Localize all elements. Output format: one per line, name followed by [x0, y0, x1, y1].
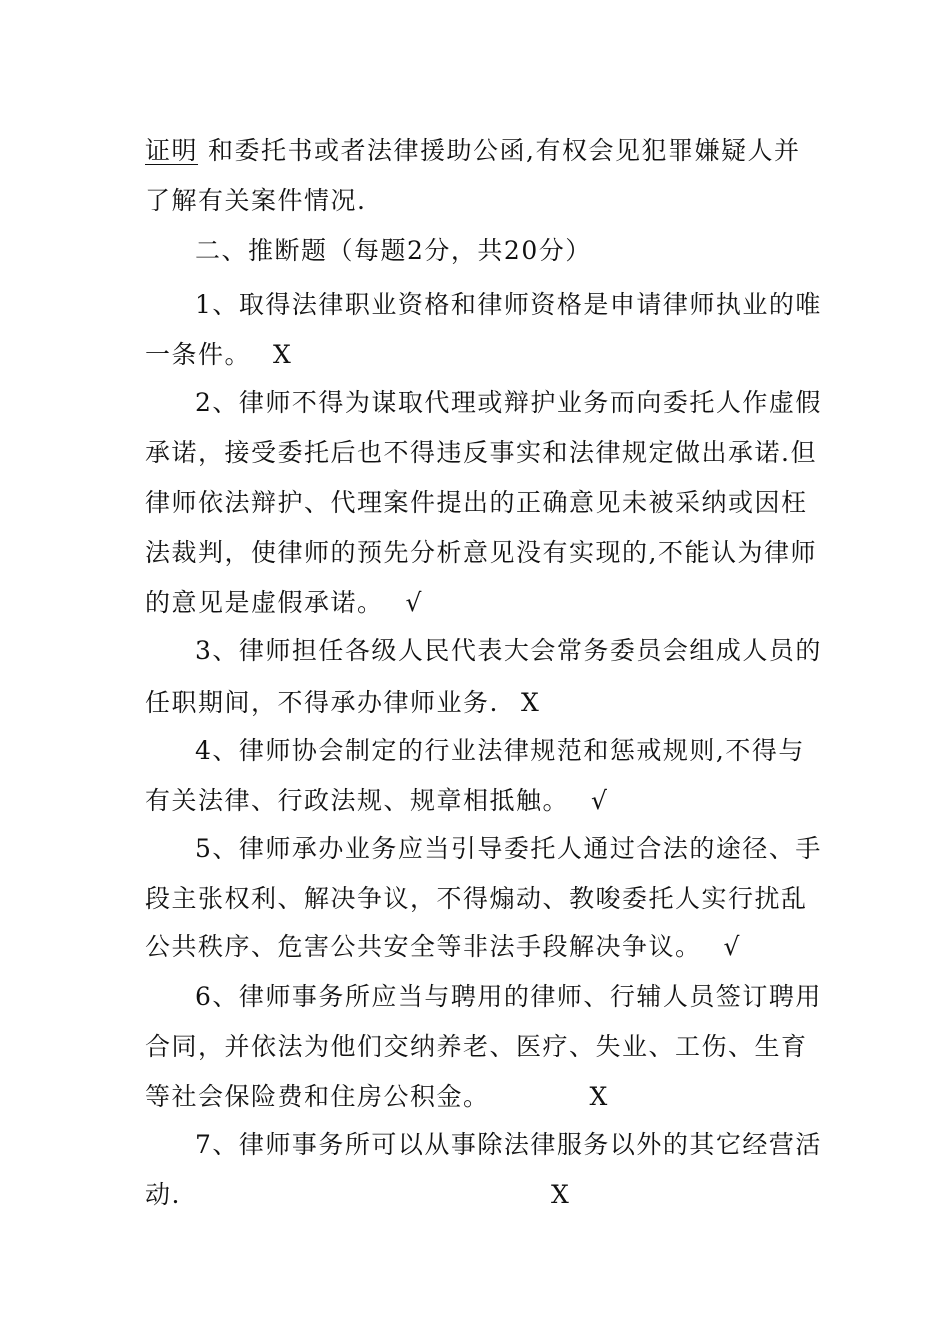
answer-mark: X: [550, 1180, 571, 1209]
text-segment: 和委托书或者法律援助公函,有权会见犯罪嫌疑人并: [208, 136, 801, 165]
answer-mark: √: [591, 786, 609, 815]
question-5-line-2: 段主张权利、解决争议，不得煽动、教唆委托人实行扰乱: [145, 884, 808, 913]
text-segment: 的意见是虚假承诺。: [145, 588, 384, 617]
question-6-line-2: 合同，并依法为他们交纳养老、医疗、失业、工伤、生育: [145, 1032, 808, 1061]
text-segment: 一条件。: [145, 340, 252, 369]
answer-mark: X: [273, 340, 293, 369]
answer-mark: √: [405, 588, 423, 617]
answer-mark: X: [589, 1082, 609, 1111]
question-6-line-3: [145, 1082, 609, 1112]
question-2-line-1: 2、律师不得为谋取代理或辩护业务而向委托人作虚假: [195, 388, 822, 417]
answer-mark: √: [723, 932, 741, 961]
question-5-line-1: 5、律师承办业务应当引导委托人通过合法的途径、手: [195, 834, 822, 863]
question-7-line-1: 7、律师事务所可以从事除法律服务以外的其它经营活: [195, 1130, 822, 1159]
question-1-line-2: [145, 340, 292, 370]
text-line: [145, 136, 800, 166]
answer-mark: X: [520, 688, 541, 717]
question-2-line-3: 律师依法辩护、代理案件提出的正确意见未被采纳或因枉: [145, 488, 808, 517]
text-segment: 动.: [145, 1180, 181, 1209]
question-1-line-1: 1、取得法律职业资格和律师资格是申请律师执业的唯: [195, 290, 822, 319]
question-5-line-3: [145, 932, 741, 962]
question-3-line-2: [145, 688, 540, 718]
question-4-line-2: [145, 786, 608, 816]
question-6-line-1: 6、律师事务所应当与聘用的律师、行辅人员签订聘用: [195, 982, 822, 1011]
text-segment: 任职期间，不得承办律师业务.: [145, 688, 499, 717]
question-4-line-1: 4、律师协会制定的行业法律规范和惩戒规则,不得与: [195, 736, 805, 765]
text-segment: 有关法律、行政法规、规章相抵触。: [145, 786, 570, 815]
question-2-line-5: [145, 588, 423, 618]
question-2-line-4: 法裁判，使律师的预先分析意见没有实现的,不能认为律师: [145, 538, 817, 567]
question-7-line-2: [145, 1180, 570, 1210]
underlined-term: 证明: [145, 136, 199, 165]
section-heading: 二、推断题（每题2分，共20分）: [195, 236, 592, 265]
text-segment: 等社会保险费和住房公积金。: [145, 1082, 490, 1111]
text-segment: 公共秩序、危害公共安全等非法手段解决争议。: [145, 932, 702, 961]
question-3-line-1: 3、律师担任各级人民代表大会常务委员会组成人员的: [195, 636, 822, 665]
text-line: 了解有关案件情况.: [145, 186, 367, 215]
question-2-line-2: 承诺，接受委托后也不得违反事实和法律规定做出承诺.但: [145, 438, 817, 467]
